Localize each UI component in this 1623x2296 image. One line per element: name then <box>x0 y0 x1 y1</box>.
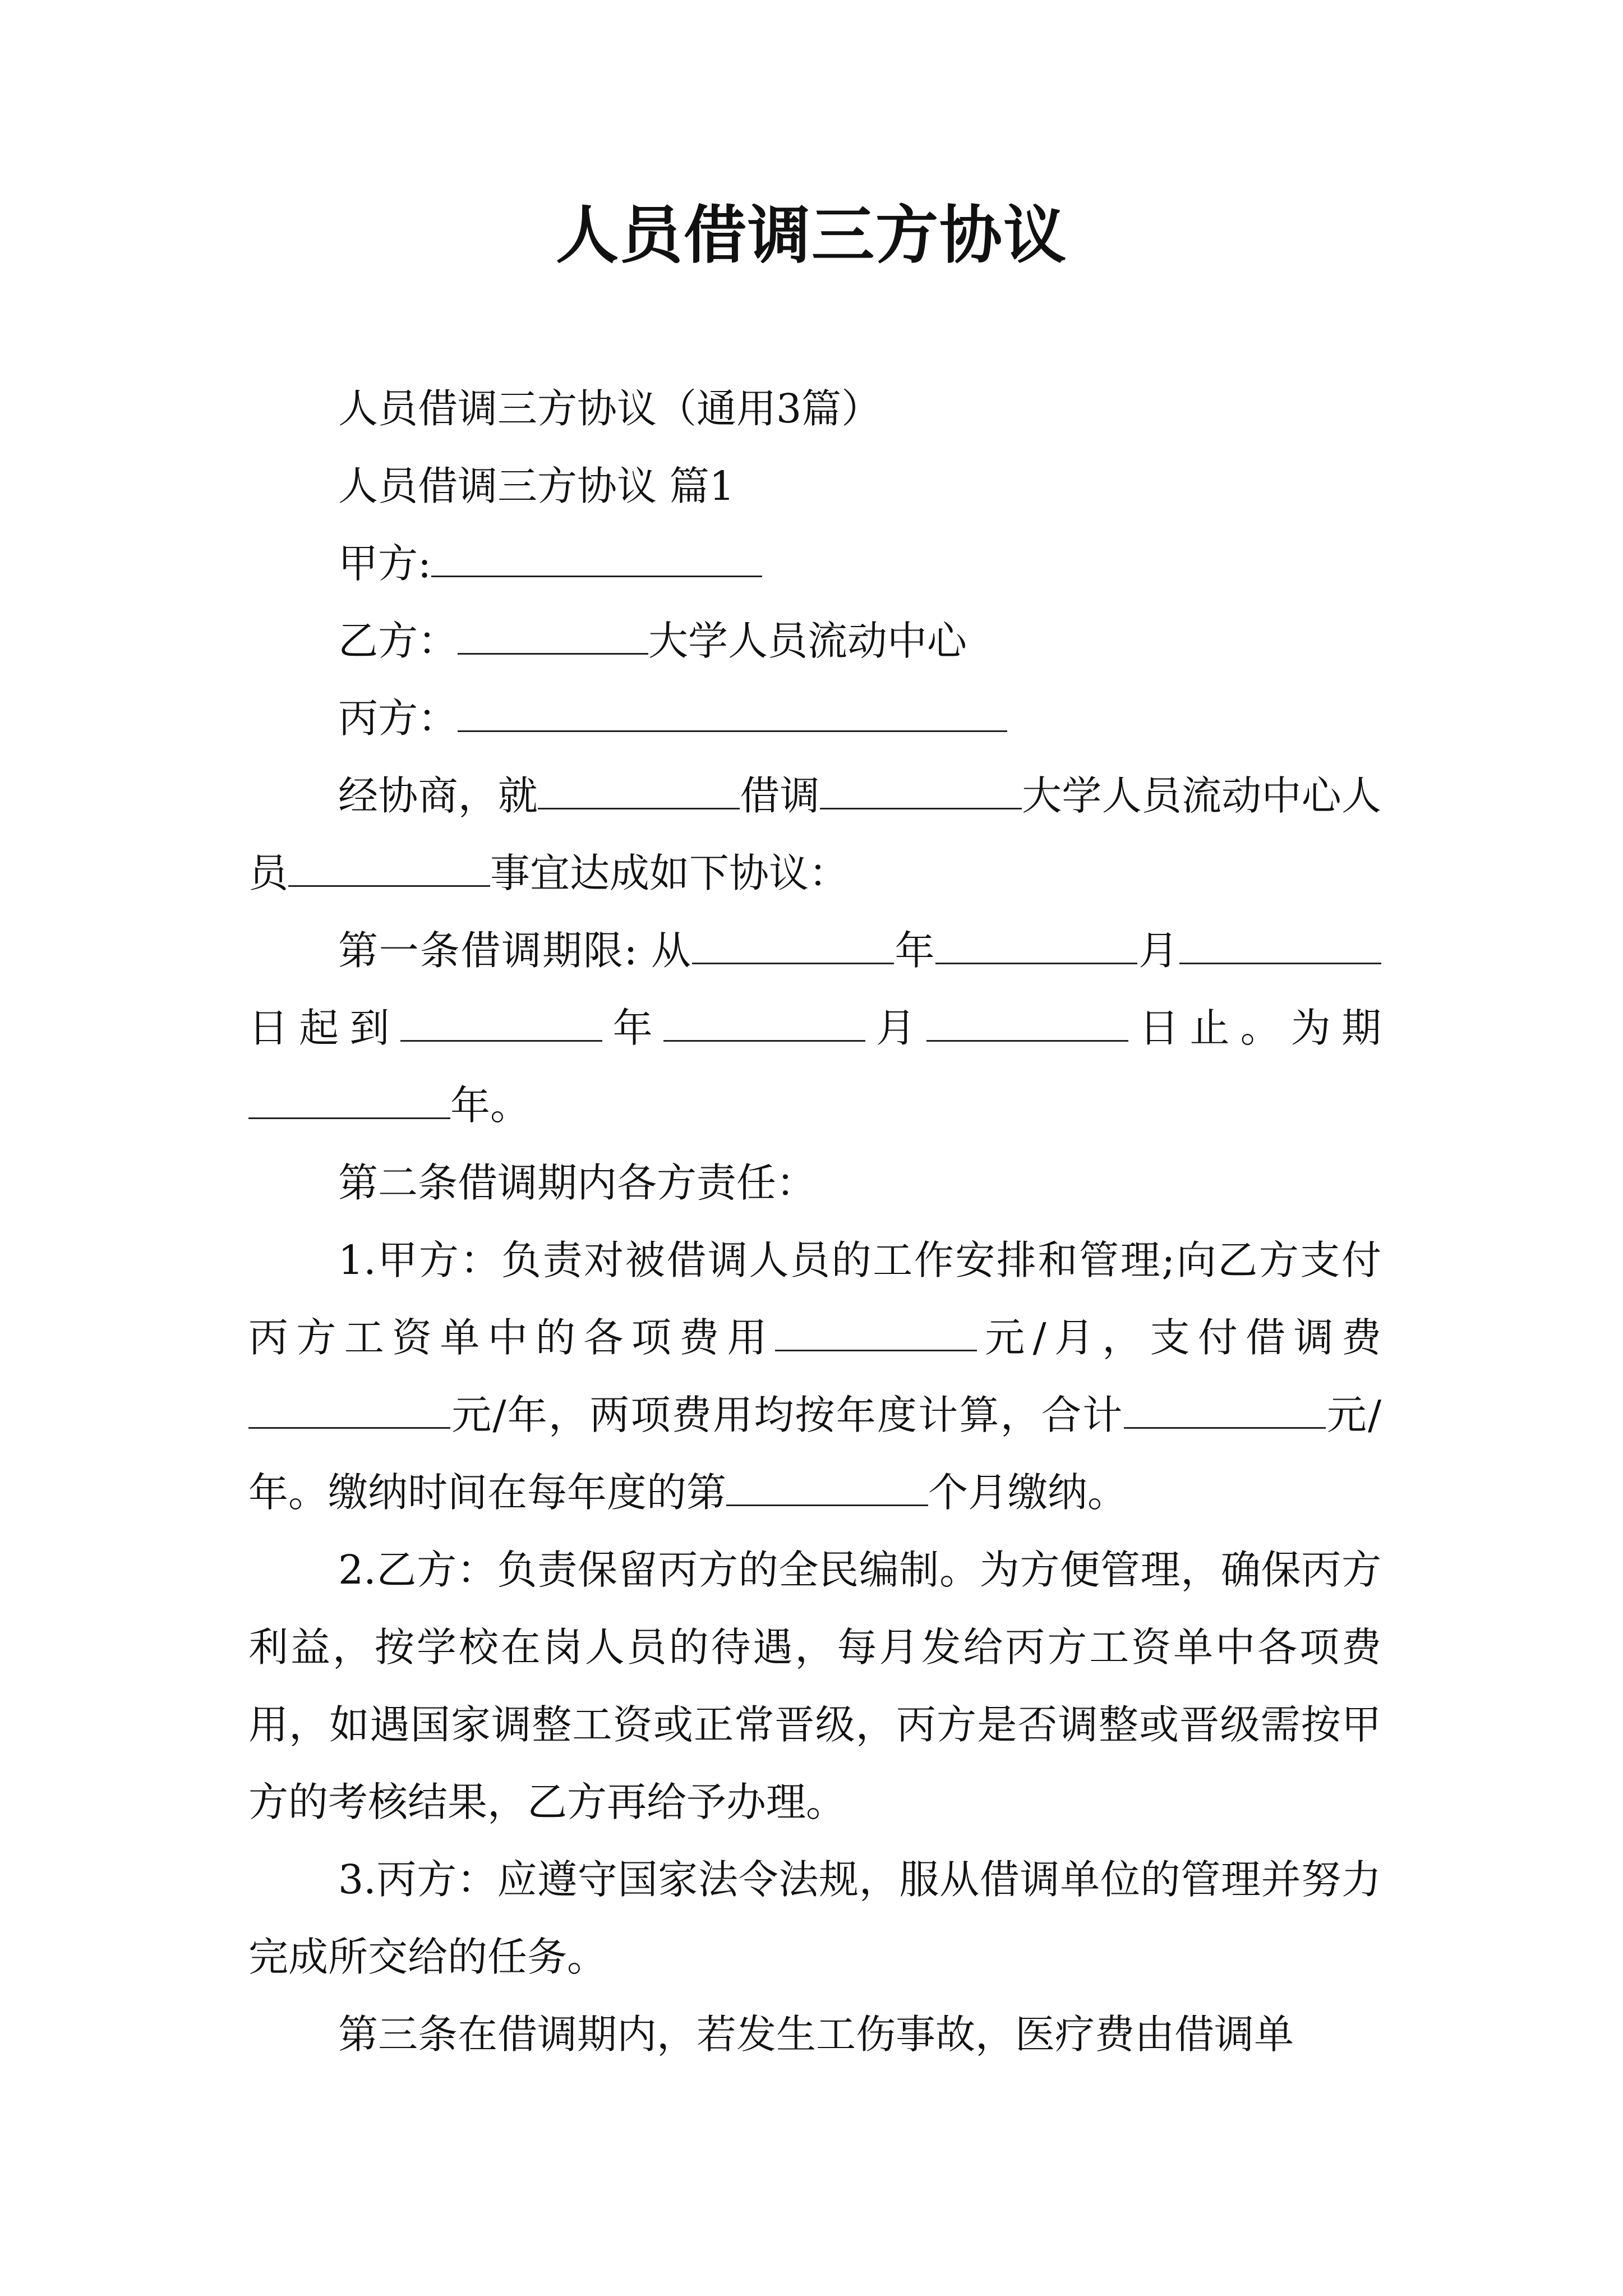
art1-end: 日止。为期 <box>1128 1005 1381 1051</box>
party-b-blank <box>458 619 648 655</box>
document-title: 人员借调三方协议 <box>556 199 1067 272</box>
art1-year-label: 年 <box>893 927 936 974</box>
art1-text-1: 第一条借调期限: 从 <box>338 927 692 974</box>
art2-1-text-e: 个月缴纳。 <box>928 1469 1128 1516</box>
paragraph-article-2: 第二条借调期内各方责任： <box>338 1159 817 1206</box>
paragraph-party-a <box>248 525 1381 602</box>
party-c-blank <box>458 697 1007 732</box>
consult-blank-1 <box>538 774 740 809</box>
art2-1-text-d: 元/年。缴纳时间在每年度的第 <box>248 1392 1381 1516</box>
document-body <box>248 370 1381 2073</box>
paragraph-section-heading: 人员借调三方协议 篇1 <box>338 463 735 509</box>
art2-1-blank-4 <box>726 1471 928 1506</box>
paragraph-article-2-3: 3.丙方：应遵守国家法令法规，服从借调单位的管理并努力完成所交给的任务。 <box>248 1856 1381 1980</box>
art2-1-blank-2 <box>248 1393 450 1429</box>
paragraph-article-2-1 <box>248 1222 1381 1531</box>
party-a-blank <box>431 542 762 577</box>
art1-blank-month <box>935 929 1137 964</box>
paragraph-article-2-2: 2.乙方：负责保留丙方的全民编制。为方便管理，确保丙方利益，按学校在岗人员的待遇，每月发给丙方工资单中各项费用，如遇国家调整工资或正常晋级，丙方是否调整或晋级需按甲方的考核结果，乙方再给予办理。 <box>248 1547 1381 1825</box>
consult-text-4: 事宜达成如下协议： <box>490 850 849 896</box>
paragraph-consult <box>248 757 1381 912</box>
art1-day-from: 日起到 <box>248 1005 400 1051</box>
art1-blank-year2 <box>400 1006 602 1042</box>
art2-1-blank-3 <box>1124 1393 1326 1429</box>
art1-year2-label: 年 <box>602 1005 663 1051</box>
art1-blank-year <box>692 929 894 964</box>
party-b-label: 乙方： <box>338 618 458 664</box>
art1-blank-day2 <box>926 1006 1128 1042</box>
art2-1-text-a: 1.甲方：负责对被借调人员的工作安排和管理;向乙方支付丙方工资单中的各项费用 <box>248 1237 1381 1361</box>
party-c-label: 丙方： <box>338 695 458 742</box>
consult-text-1: 经协商，就 <box>338 772 538 819</box>
paragraph-party-b <box>248 602 1381 680</box>
consult-text-3: 大学人员流动中心人员 <box>248 772 1381 896</box>
consult-text-2: 借调 <box>740 772 820 819</box>
paragraph-article-3: 第三条在借调期内，若发生工伤事故，医疗费由借调单 <box>338 2011 1294 2058</box>
consult-blank-2 <box>820 774 1022 809</box>
art1-blank-day <box>1179 929 1381 964</box>
art1-month2-label: 月 <box>865 1005 927 1051</box>
consult-blank-3 <box>288 852 490 887</box>
art1-blank-month2 <box>663 1006 865 1042</box>
party-b-suffix: 大学人员流动中心 <box>648 618 967 664</box>
art1-month-label: 月 <box>1137 927 1179 974</box>
paragraph-intro: 人员借调三方协议（通用3篇） <box>338 385 882 432</box>
paragraph-party-c <box>248 680 1381 757</box>
art2-1-text-c: 元/年，两项费用均按年度计算，合计 <box>450 1392 1124 1438</box>
paragraph-article-1 <box>248 912 1381 1144</box>
art1-blank-period <box>248 1084 450 1119</box>
party-a-label: 甲方: <box>338 540 431 587</box>
art1-tail: 年。 <box>450 1082 531 1129</box>
art2-1-text-b: 元/月，支付借调费 <box>976 1314 1381 1361</box>
art2-1-blank-1 <box>775 1316 977 1351</box>
